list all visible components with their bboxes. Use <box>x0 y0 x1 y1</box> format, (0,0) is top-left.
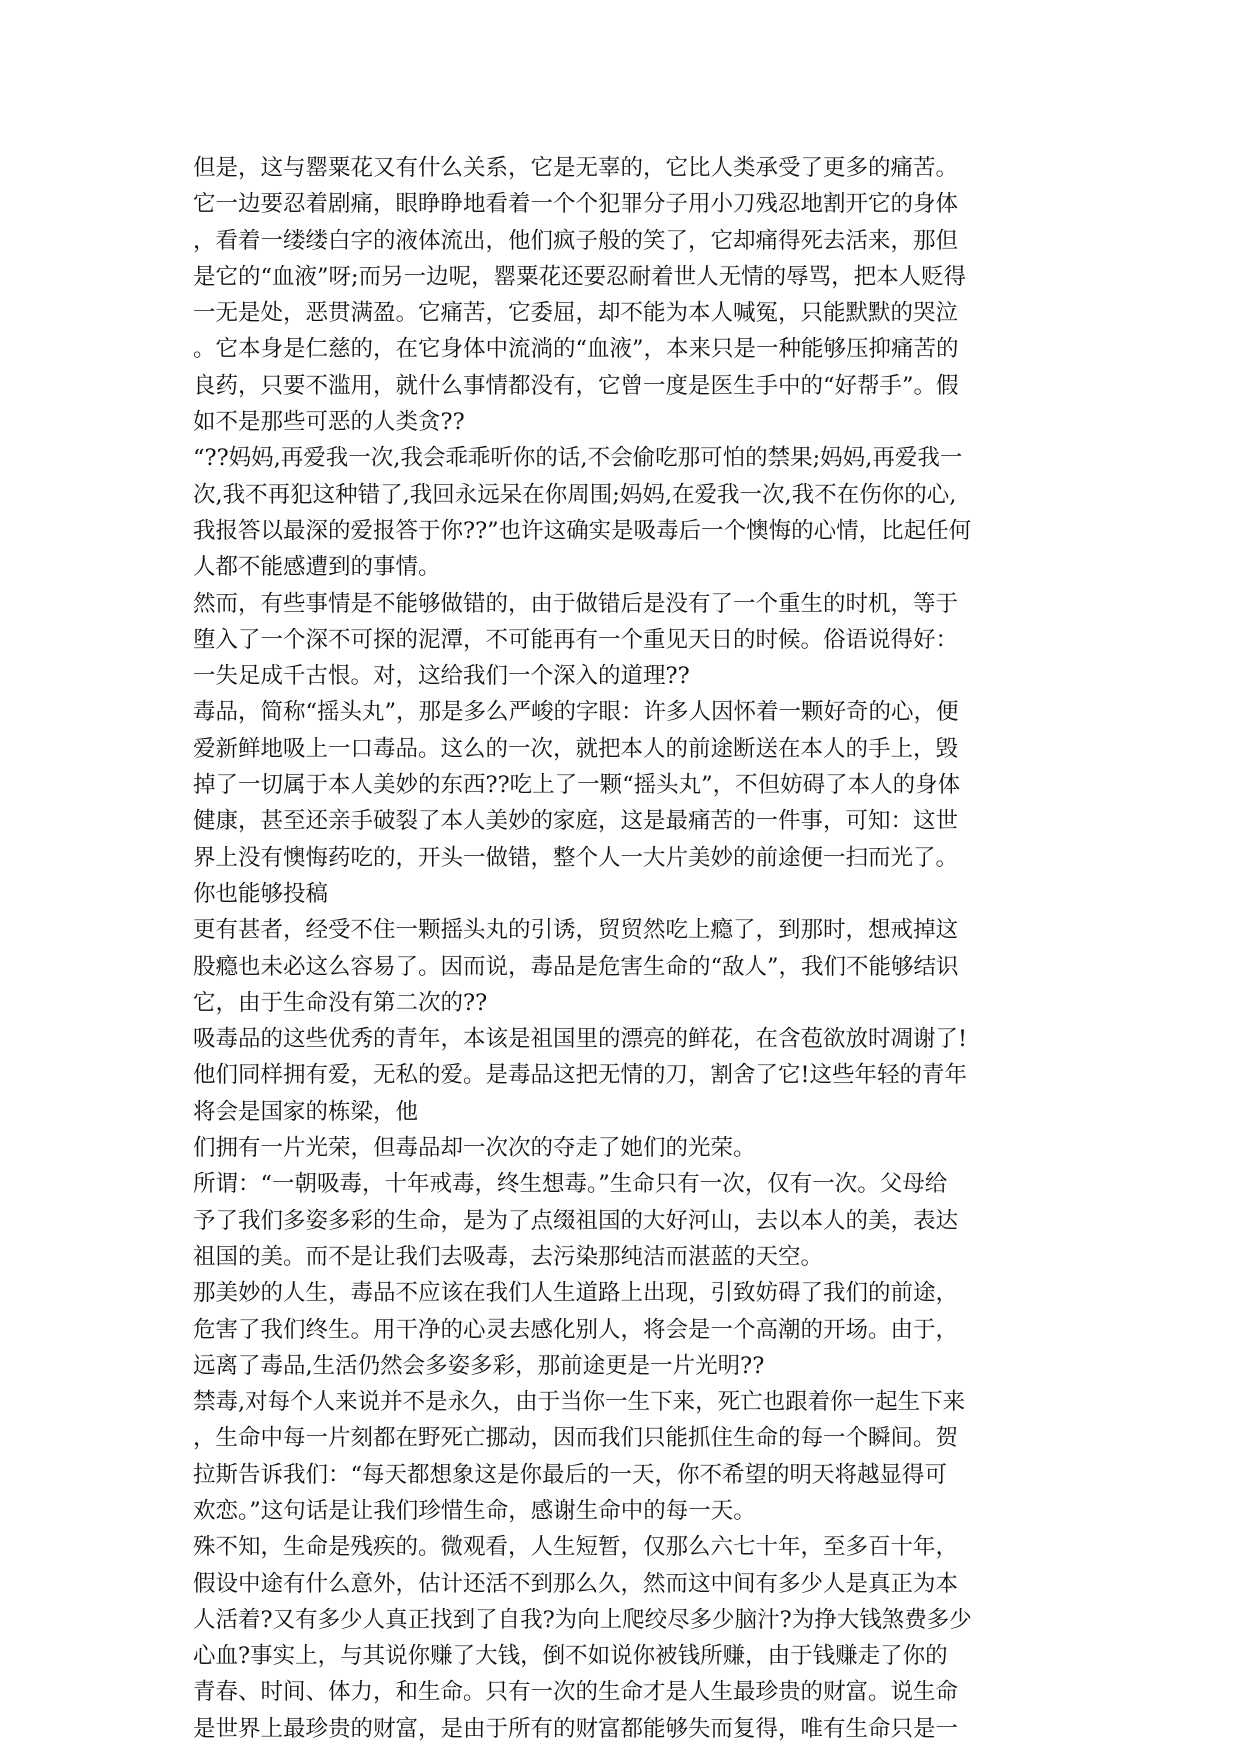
text-line: 所谓：“一朝吸毒，十年戒毒，终生想毒。”生命只有一次，仅有一次。父母给 <box>193 1171 948 1198</box>
text-line: 是它的“血液”呀;而另一边呢，罂粟花还要忍耐着世人无情的辱骂，把本人贬得 <box>193 263 967 290</box>
text-line: ，看着一缕缕白字的液体流出，他们疯子般的笑了，它却痛得死去活来，那但 <box>193 227 959 254</box>
text-line: “??妈妈,再爱我一次,我会乖乖听你的话,不会偷吃那可怕的禁果;妈妈,再爱我一 <box>193 445 963 472</box>
text-line: 它，由于生命没有第二次的?? <box>193 989 488 1016</box>
text-line: 它一边要忍着剧痛，眼睁睁地看着一个个犯罪分子用小刀残忍地割开它的身体 <box>193 191 959 218</box>
text-line: 们拥有一片光荣，但毒品却一次次的夺走了她们的光荣。 <box>193 1135 756 1162</box>
text-line: 祖国的美。而不是让我们去吸毒，去污染那纯洁而湛蓝的天空。 <box>193 1243 824 1270</box>
text-line: 人都不能感遭到的事情。 <box>193 554 441 581</box>
text-line: 。它本身是仁慈的，在它身体中流淌的“血液”，本来只是一种能够压抑痛苦的 <box>193 336 959 363</box>
text-line: 拉斯告诉我们：“每天都想象这是你最后的一天，你不希望的明天将越显得可 <box>193 1461 948 1488</box>
text-line: 堕入了一个深不可探的泥潭，不可能再有一个重见天日的时候。俗语说得好： <box>193 626 959 653</box>
text-line: 青春、时间、体力，和生命。只有一次的生命才是人生最珍贵的财富。说生命 <box>193 1679 959 1706</box>
text-line: 我报答以最深的爱报答于你??”也许这确实是吸毒后一个懊悔的心情，比起任何 <box>193 517 972 544</box>
text-line: 然而，有些事情是不能够做错的，由于做错后是没有了一个重生的时机，等于 <box>193 590 959 617</box>
text-line: 但是，这与罂粟花又有什么关系，它是无辜的，它比人类承受了更多的痛苦。 <box>193 155 959 181</box>
text-line: 心血?事实上，与其说你赚了大钱，倒不如说你被钱所赚，由于钱赚走了你的 <box>193 1643 948 1670</box>
text-line: 将会是国家的栋梁，他 <box>193 1098 419 1125</box>
text-line: 健康，甚至还亲手破裂了本人美妙的家庭，这是最痛苦的一件事，可知：这世 <box>193 808 959 835</box>
text-line: 爱新鲜地吸上一口毒品。这么的一次，就把本人的前途断送在本人的手上，毁 <box>193 735 959 762</box>
text-line: 毒品，简称“摇头丸”，那是多么严峻的字眼：许多人因怀着一颗好奇的心，便 <box>193 699 959 726</box>
text-line: 那美妙的人生，毒品不应该在我们人生道路上出现，引致妨碍了我们的前途， <box>193 1280 959 1307</box>
text-line: 危害了我们终生。用干净的心灵去感化别人，将会是一个高潮的开场。由于， <box>193 1316 959 1343</box>
text-line: 次,我不再犯这种错了,我回永远呆在你周围;妈妈,在爱我一次,我不在伤你的心, <box>193 481 957 508</box>
text-line: 良药，只要不滥用，就什么事情都没有，它曾一度是医生手中的“好帮手”。假 <box>193 372 959 399</box>
text-line: 更有甚者，经受不住一颗摇头丸的引诱，贸贸然吃上瘾了，到那时，想戒掉这 <box>193 917 959 944</box>
text-line: 掉了一切属于本人美妙的东西??吃上了一颗“摇头丸”，不但妨碍了本人的身体 <box>193 772 961 799</box>
text-line: 一失足成千古恨。对，这给我们一个深入的道理?? <box>193 663 690 690</box>
text-line: 欢恋。”这句话是让我们珍惜生命，感谢生命中的每一天。 <box>193 1497 756 1524</box>
text-line: 如不是那些可恶的人类贪?? <box>193 409 465 436</box>
text-line: 界上没有懊悔药吃的，开头一做错，整个人一大片美妙的前途便一扫而光了。 <box>193 844 959 871</box>
text-line: 吸毒品的这些优秀的青年，本该是祖国里的漂亮的鲜花，在含苞欲放时凋谢了! <box>193 1026 968 1053</box>
text-line: 是世界上最珍贵的财富，是由于所有的财富都能够失而复得，唯有生命只是一 <box>193 1715 959 1742</box>
text-line: 假设中途有什么意外，估计还活不到那么久，然而这中间有多少人是真正为本 <box>193 1570 959 1597</box>
document-body <box>193 150 1039 1747</box>
text-line: ，生命中每一片刻都在野死亡挪动，因而我们只能抓住生命的每一个瞬间。贺 <box>193 1425 959 1452</box>
text-line: 你也能够投稿 <box>193 880 329 907</box>
text-line: 他们同样拥有爱，无私的爱。是毒品这把无情的刀，割舍了它!这些年轻的青年 <box>193 1062 968 1089</box>
text-line: 人活着?又有多少人真正找到了自我?为向上爬绞尽多少脑汁?为挣大钱煞费多少 <box>193 1606 972 1633</box>
text-line: 股瘾也未必这么容易了。因而说，毒品是危害生命的“敌人”，我们不能够结识 <box>193 953 959 980</box>
text-line: 一无是处，恶贯满盈。它痛苦，它委屈，却不能为本人喊冤，只能默默的哭泣 <box>193 300 959 327</box>
text-line: 远离了毒品,生活仍然会多姿多彩，那前途更是一片光明?? <box>193 1352 765 1379</box>
text-line: 殊不知，生命是残疾的。微观看，人生短暂，仅那么六七十年，至多百十年， <box>193 1534 959 1561</box>
text-line: 予了我们多姿多彩的生命，是为了点缀祖国的大好河山，去以本人的美，表达 <box>193 1207 959 1234</box>
text-line: 禁毒,对每个人来说并不是永久，由于当你一生下来，死亡也跟着你一起生下来 <box>193 1389 966 1416</box>
